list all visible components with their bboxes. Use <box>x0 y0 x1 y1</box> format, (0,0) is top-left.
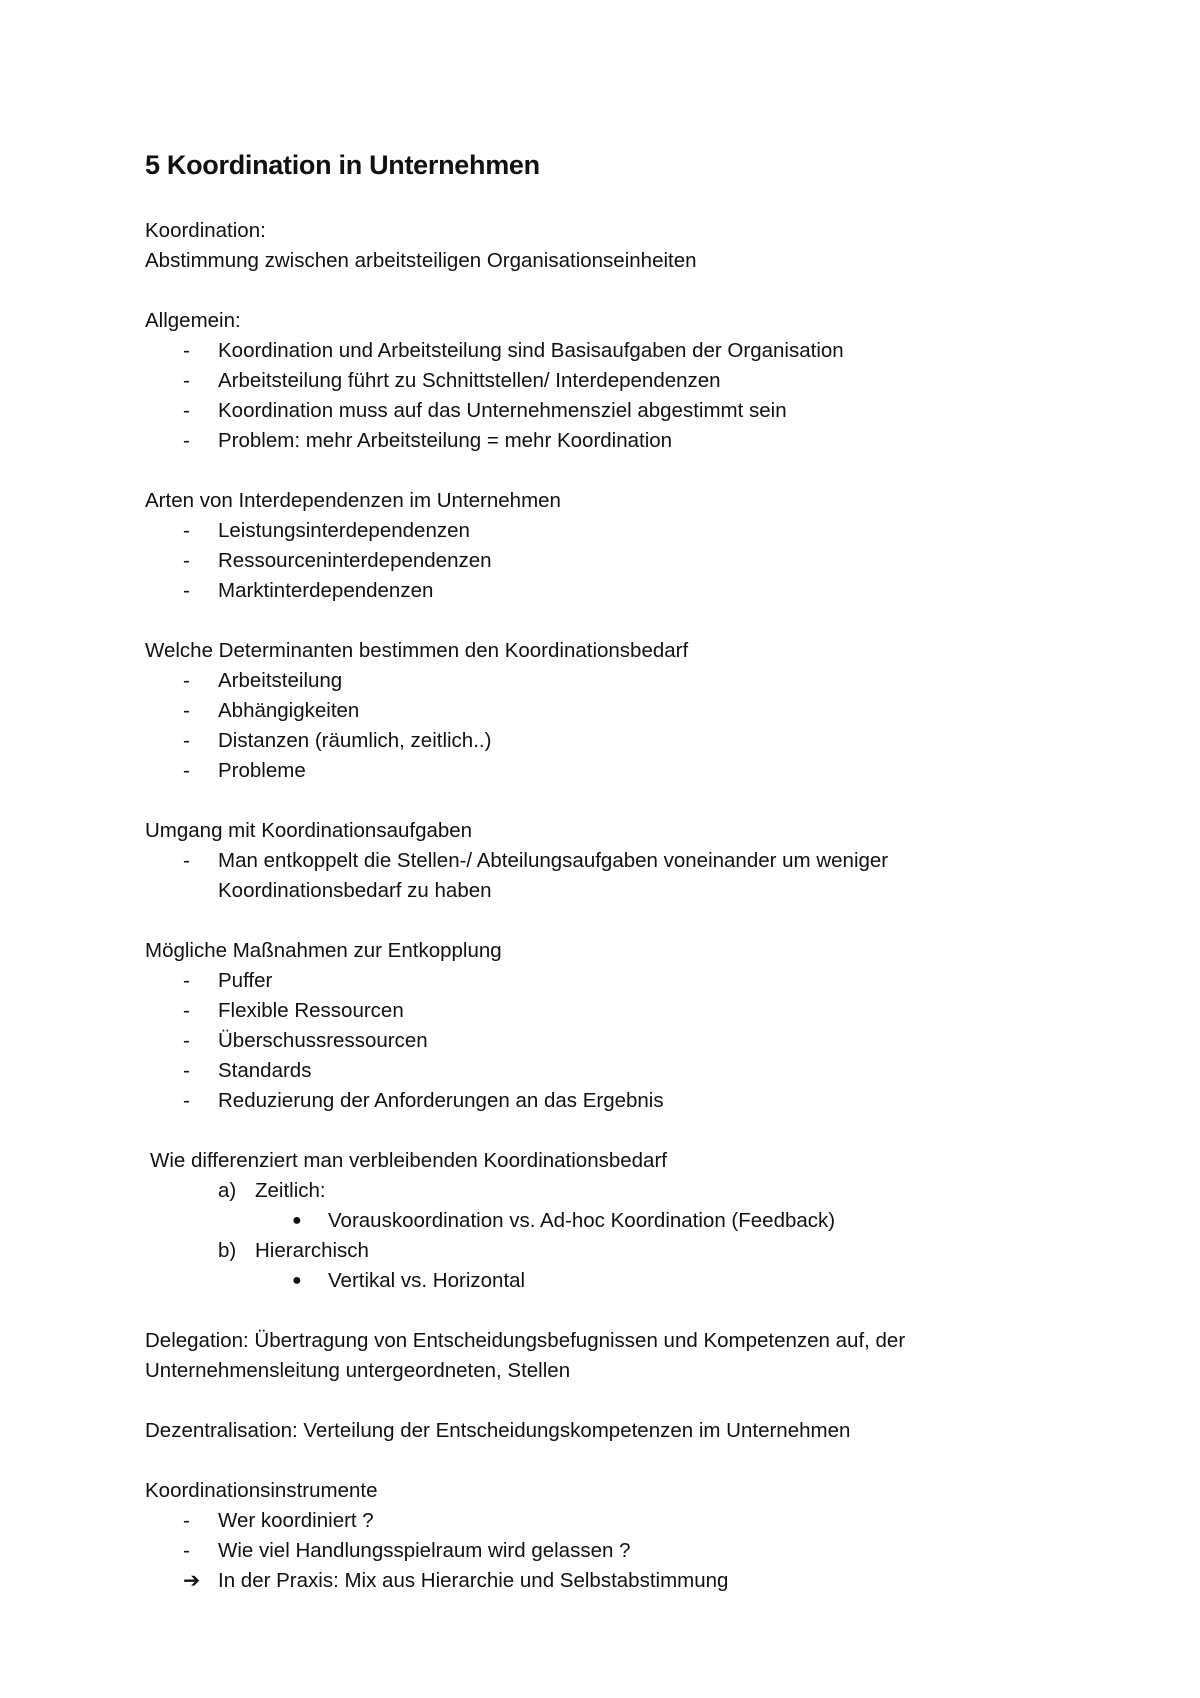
list-item: - Arbeitsteilung führt zu Schnittstellen/ Interdependenzen <box>145 366 1105 396</box>
bullet-icon: ● <box>292 1272 302 1289</box>
list-item: - Leistungsinterdependenzen <box>145 516 1105 546</box>
dash-marker: - <box>183 339 190 362</box>
list-item: ● Vertikal vs. Horizontal <box>145 1266 1105 1296</box>
list-item: ➔ In der Praxis: Mix aus Hierarchie und Selbstabstimmung <box>145 1566 1105 1596</box>
umgang-heading: Umgang mit Koordinationsaufgaben <box>145 819 473 842</box>
list-item: b) Hierarchisch <box>145 1236 1105 1266</box>
dash-marker: - <box>183 1059 190 1082</box>
alpha-marker: b) <box>218 1239 237 1262</box>
list-item: a) Zeitlich: <box>145 1176 1105 1206</box>
list-item: - Probleme <box>145 756 1105 786</box>
list-item: - Reduzierung der Anforderungen an das Ergebnis <box>145 1086 1105 1116</box>
list-item: - Überschussressourcen <box>145 1026 1105 1056</box>
dash-marker: - <box>183 1089 190 1112</box>
list-item: - Puffer <box>145 966 1105 996</box>
definition-label: Koordination: <box>145 219 266 242</box>
list-item: - Arbeitsteilung <box>145 666 1105 696</box>
list-item: - Flexible Ressourcen <box>145 996 1105 1026</box>
list-item: - Wer koordiniert ? <box>145 1506 1105 1536</box>
list-item: - Distanzen (räumlich, zeitlich..) <box>145 726 1105 756</box>
list-item: - Man entkoppelt die Stellen-/ Abteilungsaufgaben voneinander um weniger Koordinationsbedarf zu haben <box>145 846 978 906</box>
dash-marker: - <box>183 549 190 572</box>
dash-marker: - <box>183 729 190 752</box>
dash-marker: - <box>183 399 190 422</box>
dash-marker: - <box>183 969 190 992</box>
list-item: - Standards <box>145 1056 1105 1086</box>
list-item: - Wie viel Handlungsspielraum wird gelassen ? <box>145 1536 1105 1566</box>
page-title: 5 Koordination in Unternehmen <box>145 150 540 180</box>
dash-marker: - <box>183 1509 190 1532</box>
delegation-paragraph: Delegation: Übertragung von Entscheidungsbefugnissen und Kompetenzen auf, der Unternehmensleitung untergeordneten, Stellen <box>145 1329 906 1382</box>
dezentralisation-paragraph: Dezentralisation: Verteilung der Entscheidungskompetenzen im Unternehmen <box>145 1419 851 1442</box>
bullet-icon: ● <box>292 1212 302 1229</box>
dash-marker: - <box>183 579 190 602</box>
dash-marker: - <box>183 849 190 872</box>
dash-marker: - <box>183 759 190 782</box>
dash-marker: - <box>183 519 190 542</box>
allgemein-heading: Allgemein: <box>145 309 241 332</box>
massnahmen-heading: Mögliche Maßnahmen zur Entkopplung <box>145 939 502 962</box>
differenzierung-heading: Wie differenziert man verbleibenden Koordinationsbedarf <box>150 1149 667 1172</box>
dash-marker: - <box>183 669 190 692</box>
dash-marker: - <box>183 999 190 1022</box>
dash-marker: - <box>183 429 190 452</box>
list-item: ● Vorauskoordination vs. Ad-hoc Koordination (Feedback) <box>145 1206 1105 1236</box>
list-item: - Koordination und Arbeitsteilung sind Basisaufgaben der Organisation <box>145 336 1105 366</box>
dash-marker: - <box>183 1539 190 1562</box>
dash-marker: - <box>183 699 190 722</box>
arrow-right-icon: ➔ <box>183 1569 201 1592</box>
list-item: - Ressourceninterdependenzen <box>145 546 1105 576</box>
document-content <box>145 148 1105 1596</box>
list-item: - Abhängigkeiten <box>145 696 1105 726</box>
instrumente-heading: Koordinationsinstrumente <box>145 1479 378 1502</box>
definition-text: Abstimmung zwischen arbeitsteiligen Organisationseinheiten <box>145 249 697 272</box>
alpha-marker: a) <box>218 1179 237 1202</box>
list-item: - Koordination muss auf das Unternehmensziel abgestimmt sein <box>145 396 1105 426</box>
determinanten-heading: Welche Determinanten bestimmen den Koordinationsbedarf <box>145 639 689 662</box>
dash-marker: - <box>183 369 190 392</box>
dash-marker: - <box>183 1029 190 1052</box>
list-item: - Problem: mehr Arbeitsteilung = mehr Koordination <box>145 426 1105 456</box>
list-item: - Marktinterdependenzen <box>145 576 1105 606</box>
arten-heading: Arten von Interdependenzen im Unternehmen <box>145 489 561 512</box>
